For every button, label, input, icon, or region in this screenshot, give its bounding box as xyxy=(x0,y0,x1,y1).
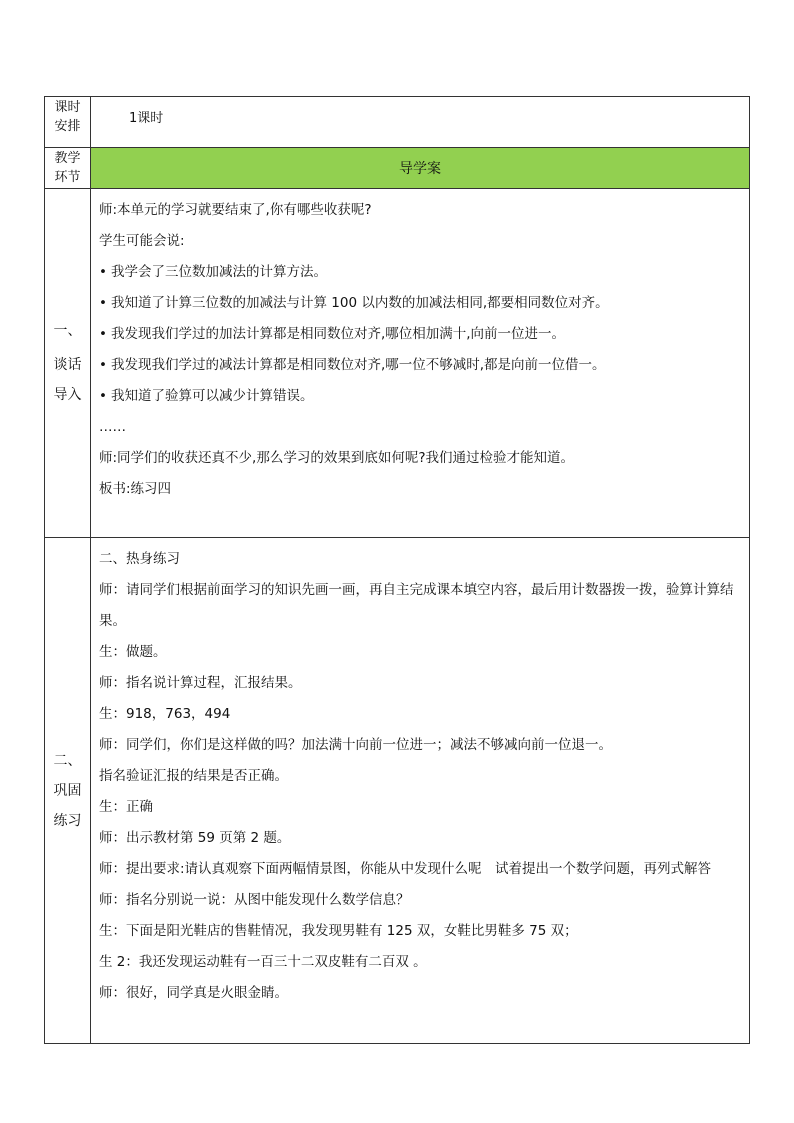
content-line: 师：指名说计算过程，汇报结果。 xyxy=(99,675,302,691)
section-label-line: 巩固 xyxy=(53,782,82,799)
time-value: 1课时 xyxy=(91,97,750,148)
content-line: 指名验证汇报的结果是否正确。 xyxy=(99,768,288,784)
content-line: 生 2：我还发现运动鞋有一百三十二双皮鞋有二百双 。 xyxy=(99,954,427,970)
section-label-line: 谈话 xyxy=(53,357,82,373)
time-label-line: 课时 xyxy=(54,100,81,115)
time-label-cell xyxy=(45,97,91,148)
content-line: 师：请同学们根据前面学习的知识先画一画，再自主完成课本填空内容，最后用计数器拨一拨，验算计算结果。 xyxy=(99,582,734,629)
content-line: 师：提出要求:请认真观察下面两幅情景图，你能从中发现什么呢 试着提出一个数学问题，再列式解答 xyxy=(99,861,712,877)
blackboard-line: 板书:练习四 xyxy=(99,481,172,497)
content-line: 师：指名分别说一说：从图中能发现什么数学信息？ xyxy=(99,892,410,908)
content-line: 生：918，763，494 xyxy=(99,706,231,722)
content-line: 师：出示教材第 59 页第 2 题。 xyxy=(99,830,291,846)
content-line: 学生可能会说: xyxy=(99,233,185,249)
phase-label-line: 环节 xyxy=(54,170,81,185)
bullet-item: • 我发现我们学过的减法计算都是相同数位对齐,哪一位不够减时,都是向前一位借一。 xyxy=(99,350,743,381)
content-line: 师：同学们，你们是这样做的吗？加法满十向前一位进一；减法不够减向前一位退一。 xyxy=(99,737,612,753)
phase-label-cell xyxy=(45,148,91,189)
section-label-line: 导入 xyxy=(53,387,82,403)
section-label-line: 一、 xyxy=(53,323,82,339)
section-intro-content xyxy=(91,189,750,538)
section-intro-row xyxy=(45,189,750,538)
ellipsis-line: …… xyxy=(99,419,126,435)
section-label-line: 二、 xyxy=(53,752,82,769)
content-line: 生：做题。 xyxy=(99,644,167,660)
content-line: 生：下面是阳光鞋店的售鞋情况，我发现男鞋有 125 双，女鞋比男鞋多 75 双； xyxy=(99,923,578,939)
lesson-plan-table xyxy=(44,96,750,1044)
content-line: 二、热身练习 xyxy=(99,551,180,567)
phase-row xyxy=(45,148,750,189)
bullet-item: • 我知道了验算可以减少计算错误。 xyxy=(99,381,743,412)
section-intro-label xyxy=(45,189,91,538)
bullet-item: • 我发现我们学过的加法计算都是相同数位对齐,哪位相加满十,向前一位进一。 xyxy=(99,319,743,350)
phase-label-line: 教学 xyxy=(54,151,81,166)
phase-header: 导学案 xyxy=(91,148,750,189)
section-practice-content xyxy=(91,538,750,1044)
bullet-item: • 我学会了三位数加减法的计算方法。 xyxy=(99,257,743,288)
content-line: 师:同学们的收获还真不少,那么学习的效果到底如何呢?我们通过检验才能知道。 xyxy=(99,450,575,466)
content-line: 生：正确 xyxy=(99,799,153,815)
time-row xyxy=(45,97,750,148)
section-practice-row xyxy=(45,538,750,1044)
content-line: 师：很好，同学真是火眼金睛。 xyxy=(99,985,288,1001)
content-line: 师:本单元的学习就要结束了,你有哪些收获呢? xyxy=(99,202,372,218)
section-practice-label xyxy=(45,538,91,1044)
section-label-line: 练习 xyxy=(53,812,82,829)
bullet-item: • 我知道了计算三位数的加减法与计算 100 以内数的加减法相同,都要相同数位对齐。 xyxy=(99,288,743,319)
time-label-line: 安排 xyxy=(54,119,81,134)
